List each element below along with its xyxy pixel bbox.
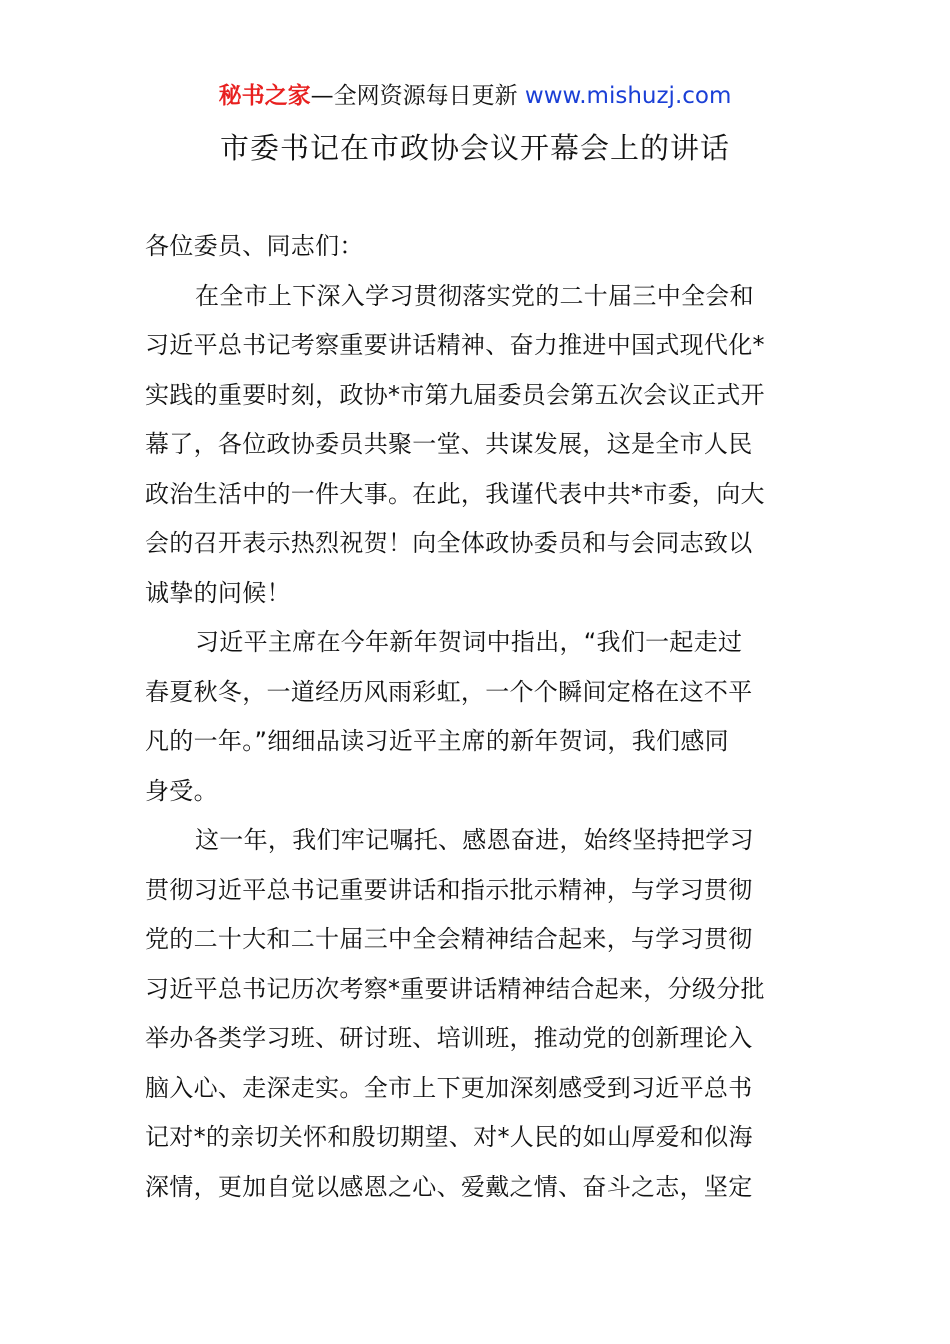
site-header xyxy=(0,80,950,112)
body-line: 习近平总书记历次考察*重要讲话精神结合起来，分级分批 xyxy=(145,974,765,1003)
body-line: 党的二十大和二十届三中全会精神结合起来，与学习贯彻 xyxy=(145,925,753,953)
body-line: 幕了，各位政协委员共聚一堂、共谋发展，这是全市人民 xyxy=(145,430,753,458)
body-line: 凡的一年。”细细品读习近平主席的新年贺词，我们感同 xyxy=(145,727,729,755)
site-url-link[interactable]: www.mishuzj.com xyxy=(524,83,732,109)
site-brand: 秘书之家 xyxy=(218,83,311,109)
body-line: 脑入心、走深走实。全市上下更加深刻感受到习近平总书 xyxy=(145,1073,753,1102)
body-line: 政治生活中的一件大事。在此，我谨代表中共*市委，向大 xyxy=(145,479,765,508)
site-tagline: —全网资源每日更新 xyxy=(310,83,525,109)
body-line: 贯彻习近平总书记重要讲话和指示批示精神，与学习贯彻 xyxy=(145,875,753,904)
body-line: 习近平总书记考察重要讲话精神、奋力推进中国式现代化* xyxy=(145,331,765,359)
body-line: 这一年，我们牢记嘱托、感恩奋进，始终坚持把学习 xyxy=(195,826,754,854)
body-line: 在全市上下深入学习贯彻落实党的二十届三中全会和 xyxy=(195,281,754,310)
document-title: 市委书记在市政协会议开幕会上的讲话 xyxy=(219,131,730,165)
body-line: 春夏秋冬，一道经历风雨彩虹，一个个瞬间定格在这不平 xyxy=(145,677,753,706)
body-line: 诚挚的问候！ xyxy=(145,578,291,607)
body-line: 实践的重要时刻，政协*市第九届委员会第五次会议正式开 xyxy=(145,380,765,409)
body-line: 各位委员、同志们： xyxy=(145,232,364,260)
body-line: 身受。 xyxy=(145,776,218,805)
body-line: 深情，更加自觉以感恩之心、爱戴之情、奋斗之志，坚定 xyxy=(145,1172,753,1201)
body-line: 会的召开表示热烈祝贺！向全体政协委员和与会同志致以 xyxy=(145,529,753,557)
document-body xyxy=(145,222,810,1212)
body-line: 习近平主席在今年新年贺词中指出，“我们一起走过 xyxy=(195,628,743,656)
body-line: 记对*的亲切关怀和殷切期望、对*人民的如山厚爱和似海 xyxy=(145,1123,753,1151)
body-line: 举办各类学习班、研讨班、培训班，推动党的创新理论入 xyxy=(145,1024,753,1052)
